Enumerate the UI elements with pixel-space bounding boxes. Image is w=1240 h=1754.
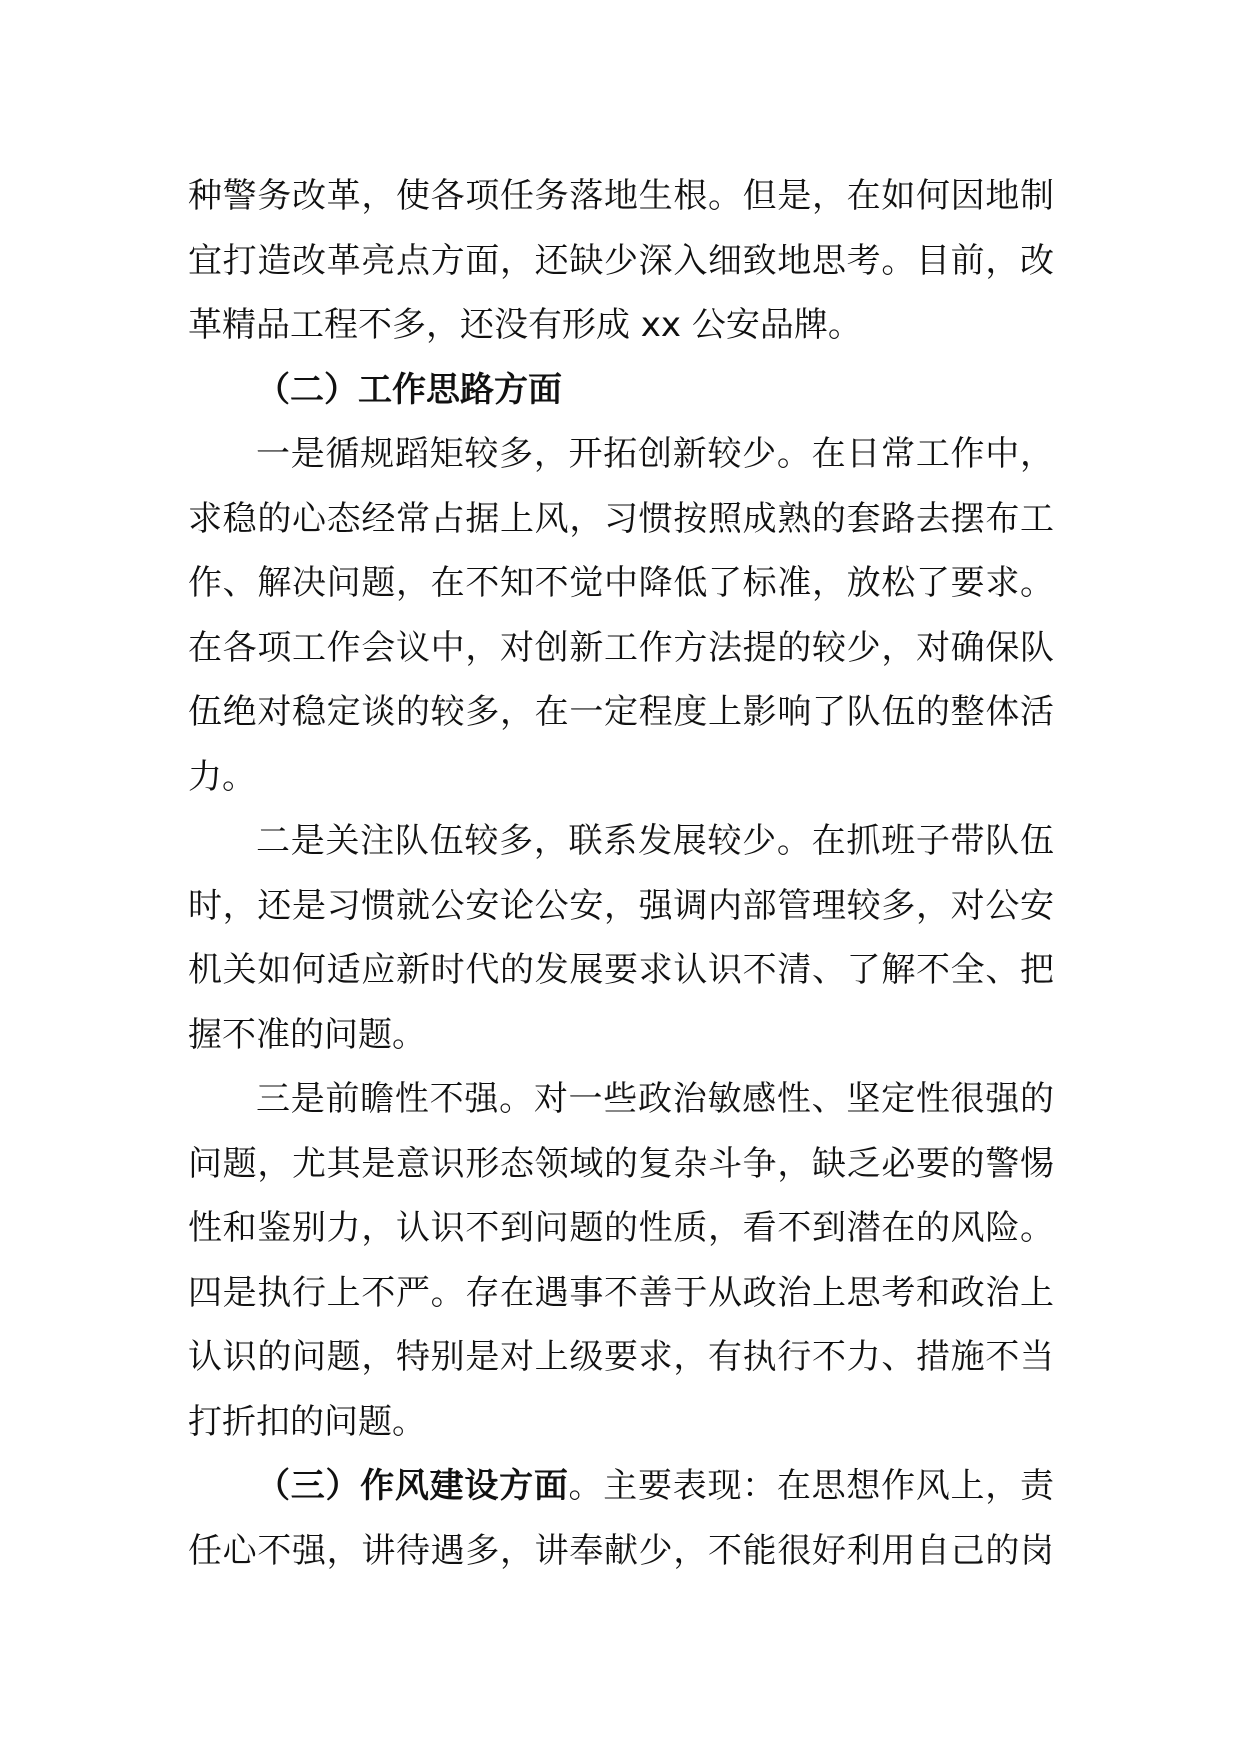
paragraph-line: 打折扣的问题。 (188, 1401, 426, 1442)
section-heading: （三）作风建设方面 (256, 1466, 569, 1506)
paragraph-line: 认识的问题，特别是对上级要求，有执行不力、措施不当 (188, 1337, 1054, 1377)
paragraph-line: 求稳的心态经常占据上风，习惯按照成熟的套路去摆布工 (188, 498, 1054, 539)
paragraph-line: 四是执行上不严。存在遇事不善于从政治上思考和政治上 (188, 1272, 1054, 1313)
paragraph-line: 一是循规蹈矩较多，开拓创新较少。在日常工作中， (256, 434, 1054, 474)
section-heading: （二）工作思路方面 (256, 369, 562, 410)
paragraph-line: 力。 (188, 756, 256, 797)
document-body (188, 164, 1054, 1583)
paragraph-line: 二是关注队伍较多，联系发展较少。在抓班子带队伍 (256, 821, 1054, 861)
paragraph-line-with-heading (188, 1454, 1054, 1519)
paragraph-line: 时，还是习惯就公安论公安，强调内部管理较多，对公安 (188, 885, 1054, 926)
paragraph-line: 种警务改革，使各项任务落地生根。但是，在如何因地制 (188, 176, 1054, 216)
paragraph-line: 在各项工作会议中，对创新工作方法提的较少，对确保队 (188, 627, 1054, 668)
paragraph-line: 任心不强，讲待遇多，讲奉献少，不能很好利用自己的岗 (188, 1530, 1054, 1571)
paragraph-line: 宜打造改革亮点方面，还缺少深入细致地思考。目前，改 (188, 240, 1054, 281)
paragraph-line: 机关如何适应新时代的发展要求认识不清、了解不全、把 (188, 950, 1054, 990)
paragraph-line: 作、解决问题，在不知不觉中降低了标准，放松了要求。 (188, 563, 1054, 603)
paragraph-line: 三是前瞻性不强。对一些政治敏感性、坚定性很强的 (256, 1079, 1054, 1119)
paragraph-text: 。主要表现：在思想作风上，责 (568, 1466, 1055, 1506)
paragraph-line: 问题，尤其是意识形态领域的复杂斗争，缺乏必要的警惕 (188, 1143, 1054, 1184)
paragraph-line: 性和鉴别力，认识不到问题的性质，看不到潜在的风险。 (188, 1208, 1054, 1248)
paragraph-line: 革精品工程不多，还没有形成 xx 公安品牌。 (188, 305, 862, 345)
paragraph-line: 握不准的问题。 (188, 1014, 426, 1055)
paragraph-line: 伍绝对稳定谈的较多，在一定程度上影响了队伍的整体活 (188, 692, 1054, 732)
